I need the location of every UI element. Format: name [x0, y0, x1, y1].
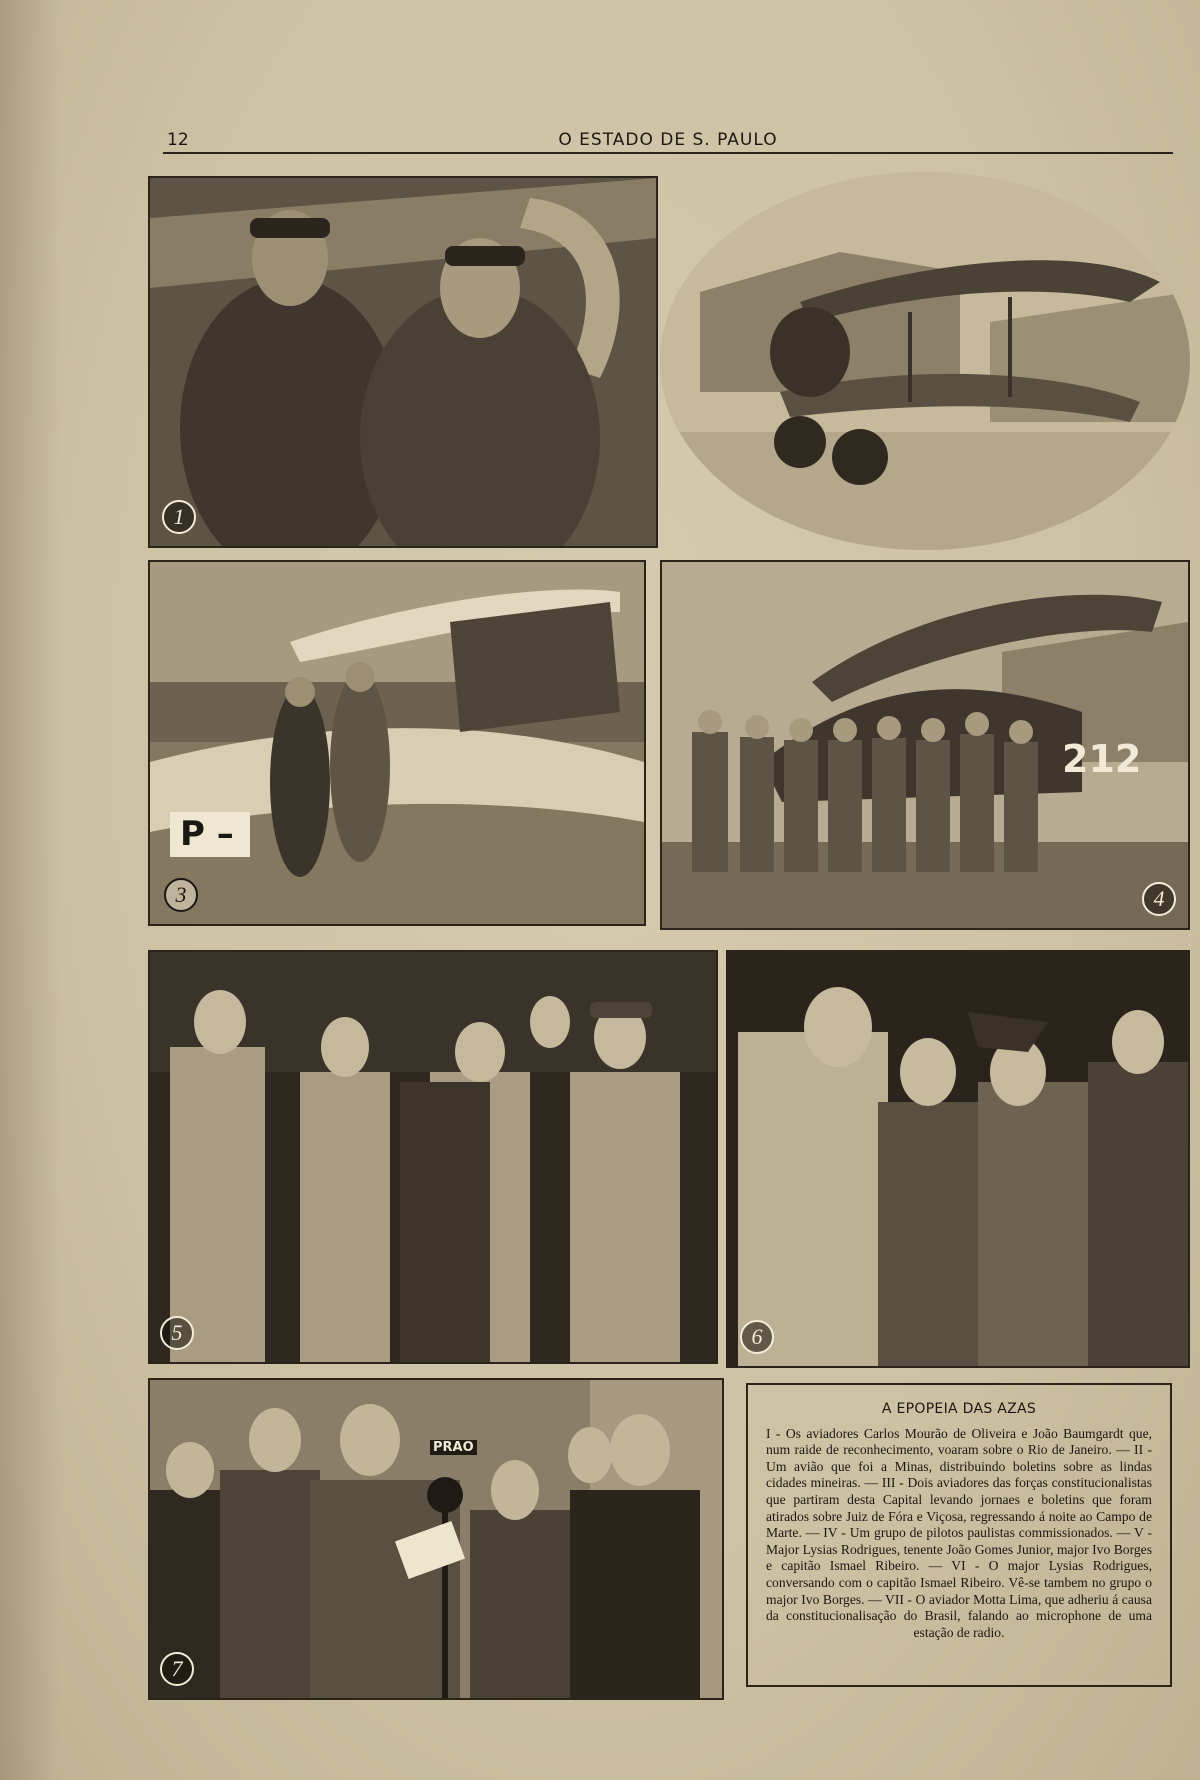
caption-box [746, 1383, 1172, 1687]
caption-title: A EPOPEIA DAS AZAS [881, 1401, 1037, 1417]
photo-two-aviators-campo-de-marte [148, 560, 646, 926]
photo-officers-group [148, 950, 718, 1364]
plane-marking: P – [180, 814, 234, 854]
photo-number-badge: 5 [160, 1316, 194, 1350]
photo-conversation-lysias-ismael [726, 950, 1190, 1368]
photo-number-badge: 4 [1142, 882, 1176, 916]
photo-aviators-mourao-baumgardt [148, 176, 658, 548]
photo-group-pilots-commissioned [660, 560, 1190, 930]
photo-number-badge: 3 [164, 878, 198, 912]
photo-number-badge: 6 [740, 1320, 774, 1354]
page-number: 12 [167, 130, 189, 150]
page-header [163, 126, 1173, 154]
plane-number-marking: 212 [1062, 737, 1142, 781]
photo-number-badge: 1 [162, 500, 196, 534]
photo-biplane-minas [660, 172, 1190, 550]
microphone-label: PRAO [430, 1440, 477, 1455]
photo-number-badge: 7 [160, 1652, 194, 1686]
masthead: O ESTADO DE S. PAULO [558, 130, 778, 150]
photo-number-badge: 2 [690, 494, 724, 528]
photo-motta-lima-radio [148, 1378, 724, 1700]
caption-text: I - Os aviadores Carlos Mourão de Oliveira e João Baumgardt que, num raide de reconhecimento, voaram sobre o Rio de Janeiro. — II - Um avião que foi a Minas, distribuindo boletins sobre as lindas cidades mineiras. — III - Dois aviadores das forças constitucionalistas que partiram desta Capital levando jornaes e boletins que foram atirados sobre Juiz de Fóra e Viçosa, regressando á noite ao Campo de Marte. — IV - Um grupo de pilotos paulistas commissionados. — V - Major Lysias Rodrigues, tenente João Gomes Junior, major Ivo Borges e capitão Ismael Ribeiro. — VI - O major Lysias Rodrigues, conversando com o capitão Ismael Ribeiro. Vê-se tambem no grupo o major Ivo Borges. — VII - O aviador Motta Lima, que adheriu á causa da constitucionalisação do Brasil, falando ao microphone de uma estação de radio. [766, 1425, 1152, 1640]
